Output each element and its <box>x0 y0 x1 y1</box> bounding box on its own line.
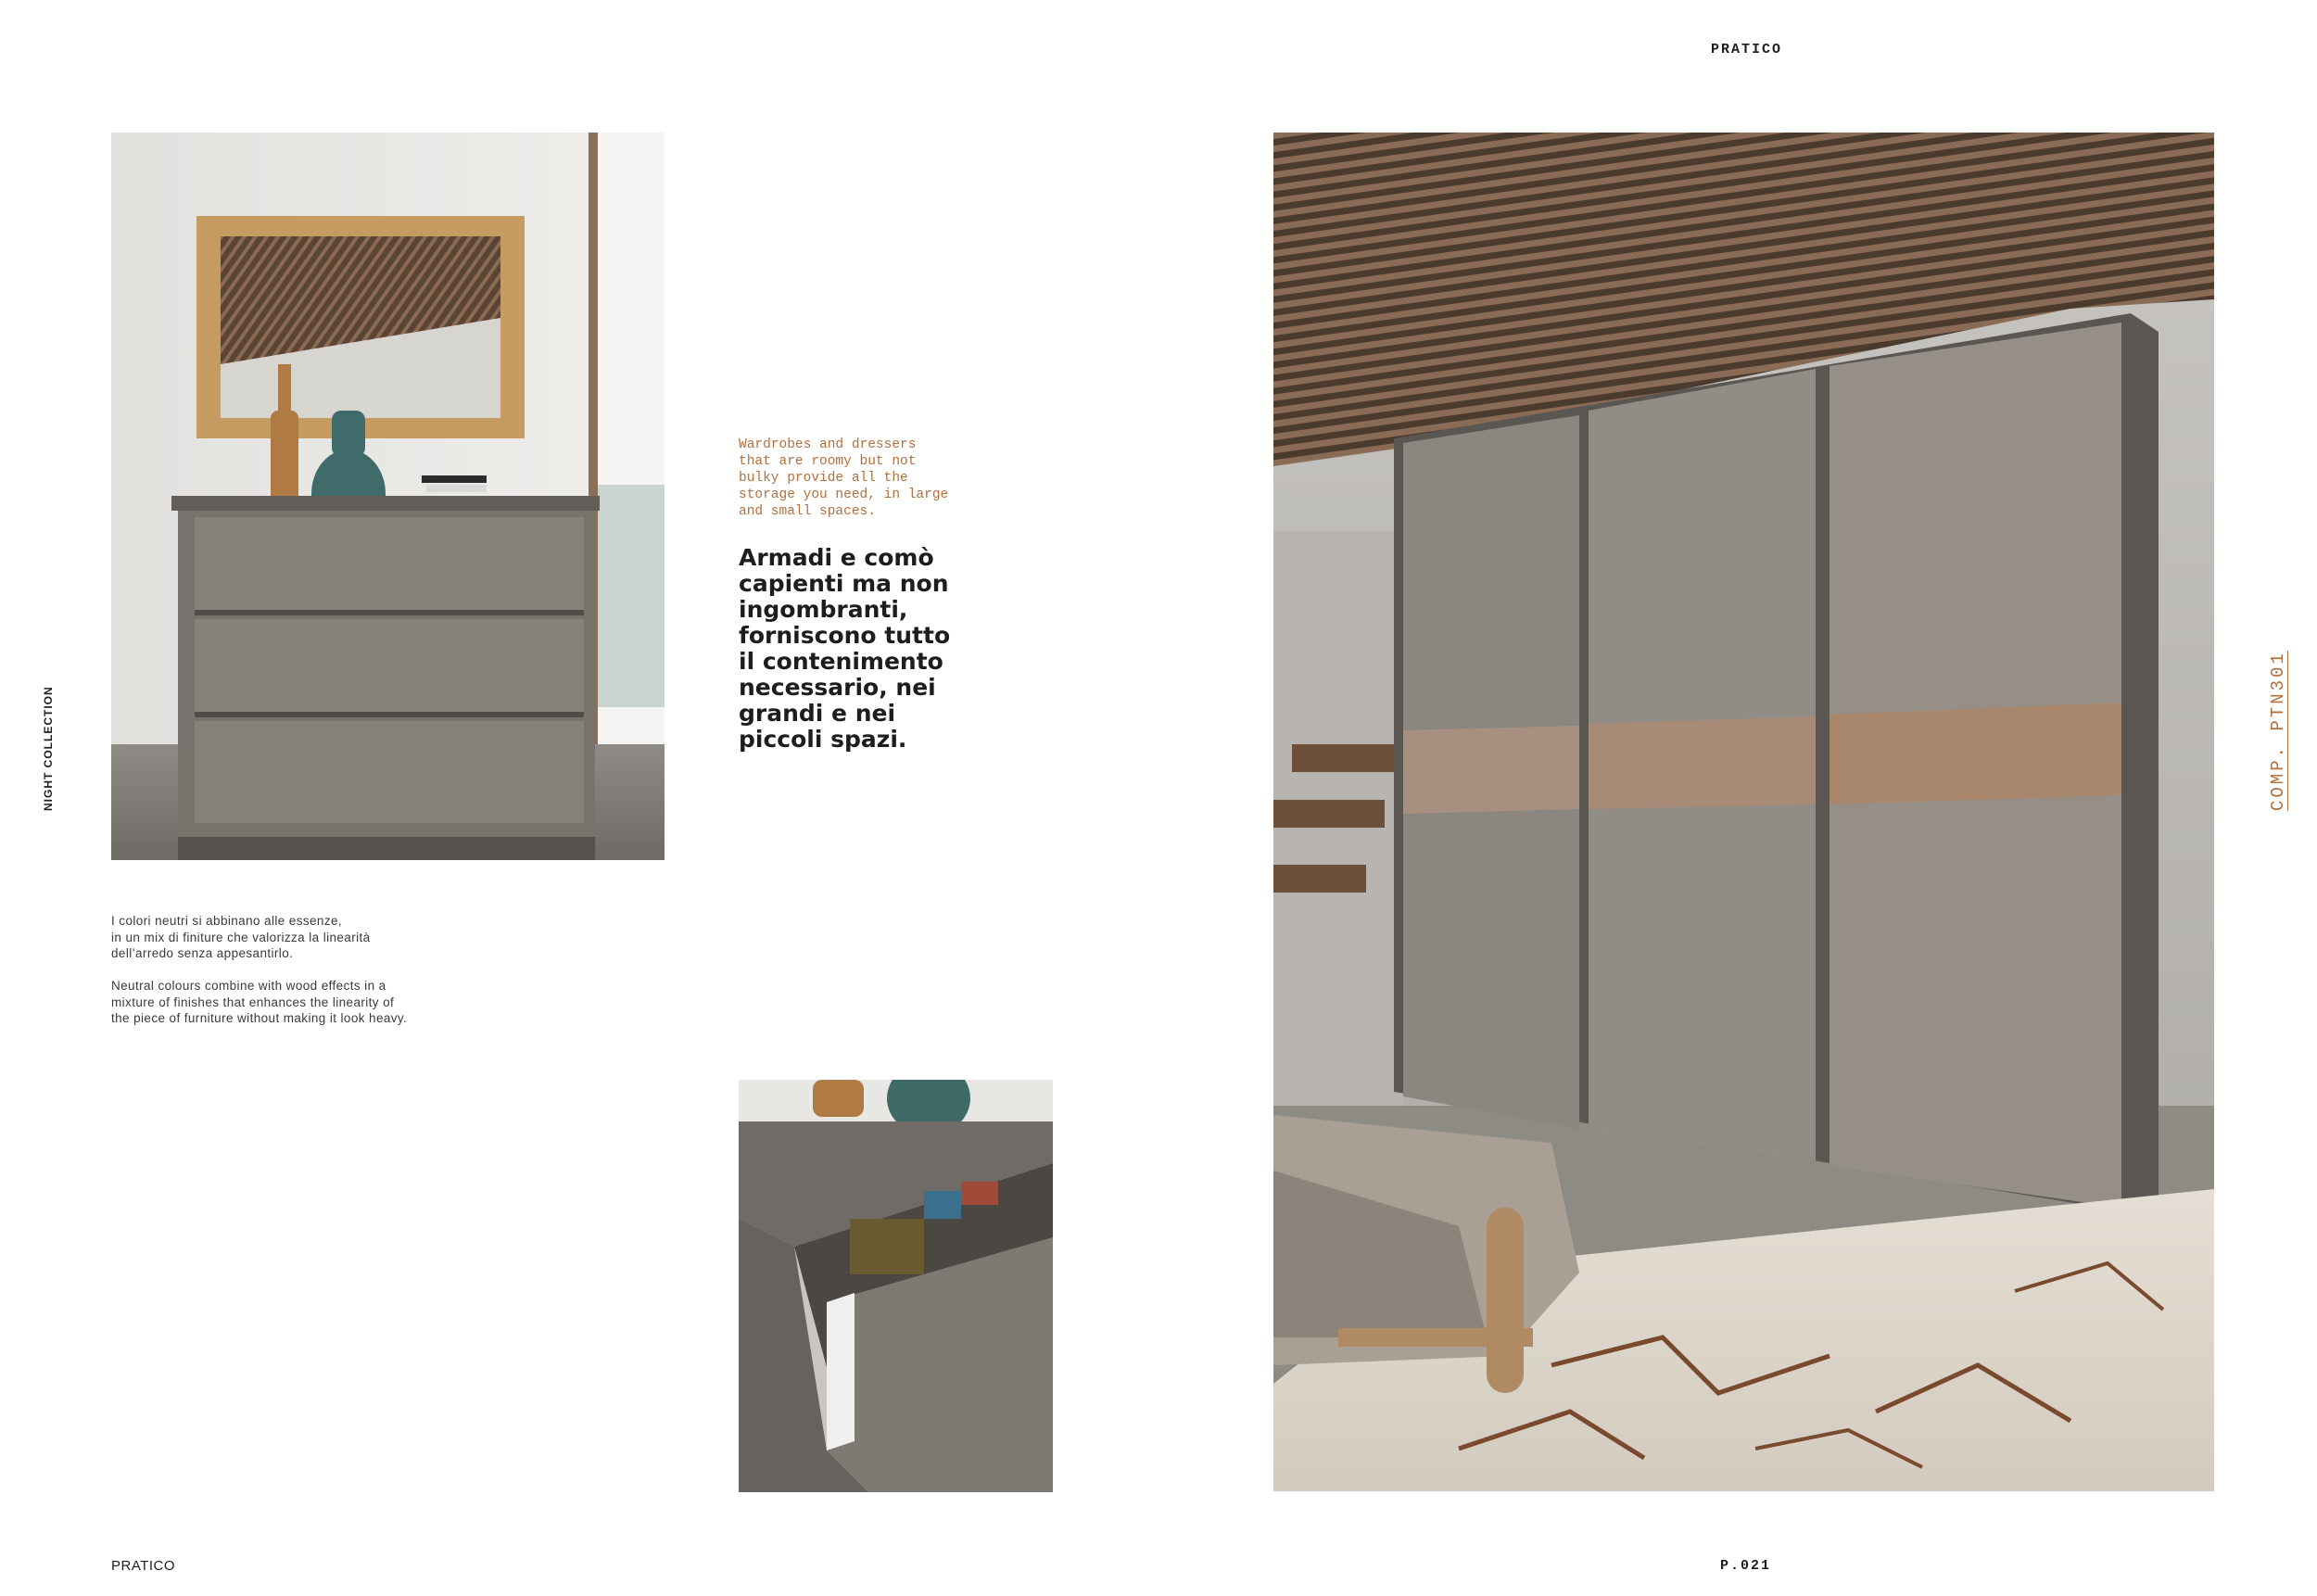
composition-code-label: COMP. PTN301 <box>2268 651 2288 811</box>
page-number: P.021 <box>1720 1558 1772 1574</box>
intro-english-text: Wardrobes and dressers that are roomy but not bulky provide all the storage you need, in large and small spaces. <box>739 437 949 519</box>
drawer-detail-photo <box>739 1080 1053 1492</box>
running-header-brand: PRATICO <box>1711 42 1783 57</box>
footer-brand: PRATICO <box>111 1558 176 1574</box>
caption-english: Neutral colours combine with wood effects in a mixture of finishes that enhances the linearity of the piece of furniture without making it look heavy. <box>111 979 408 1025</box>
intro-headline: Armadi e comò capienti ma non ingombranti, forniscono tutto il contenimento necessario, nei grandi e nei piccoli spazi. <box>739 544 951 753</box>
wardrobe-photo <box>1273 133 2214 1491</box>
caption-italian: I colori neutri si abbinano alle essenze, in un mix di finiture che valorizza la linearità dell’arredo senza appesantirlo. <box>111 914 371 960</box>
dresser-photo <box>111 133 665 860</box>
section-side-label: NIGHT COLLECTION <box>42 686 55 811</box>
